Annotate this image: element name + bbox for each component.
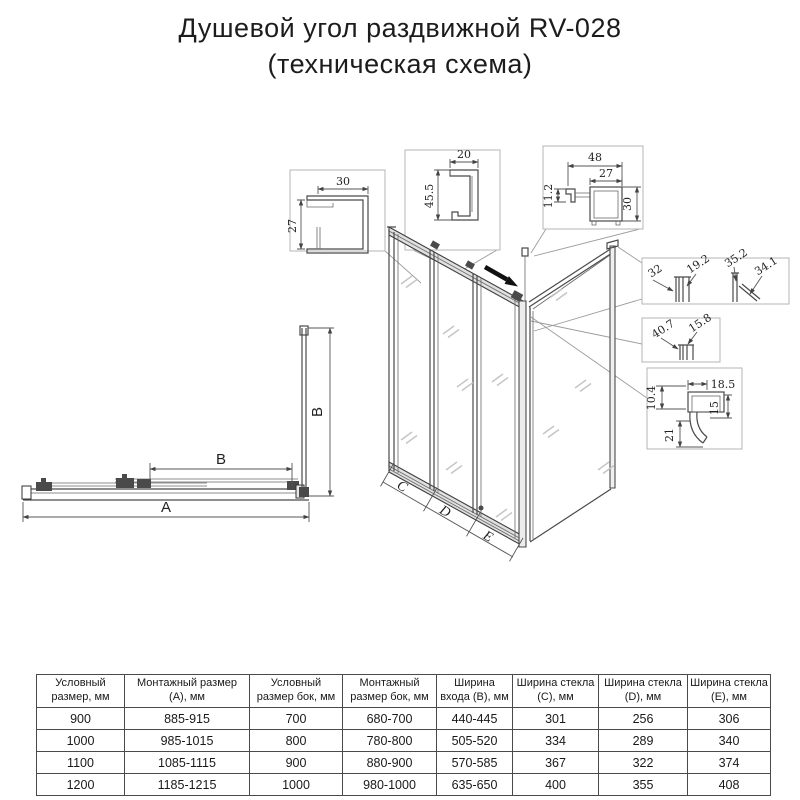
glass-sparkles: [401, 276, 614, 521]
cell: 289: [599, 730, 688, 752]
dim-top-rail-width: 20: [457, 148, 471, 161]
cell: 408: [688, 774, 771, 796]
cell: 885-915: [125, 708, 250, 730]
side-depth-b-label: B: [309, 406, 326, 418]
corner-post: [519, 301, 526, 547]
wall-profile-cap: [607, 240, 618, 249]
cell: 780-800: [343, 730, 437, 752]
door-mullion-1: [430, 250, 434, 491]
door-bottom-rail: [389, 462, 523, 546]
detail-bottom-guide-profile: [645, 368, 742, 449]
cell: 1200: [37, 774, 125, 796]
cell: 301: [513, 708, 599, 730]
table-row: [37, 730, 771, 752]
cell: 322: [599, 752, 688, 774]
cell: 306: [688, 708, 771, 730]
table-row: [37, 708, 771, 730]
plan-roller-2: [116, 478, 134, 488]
cell: 256: [599, 708, 688, 730]
corner-cap: [522, 248, 528, 256]
side-panel: [522, 240, 618, 542]
dim-side-bar-height: 30: [621, 197, 634, 211]
dim-corner-a: 40.7: [649, 316, 677, 342]
dim-wall-profile-c: 35.2: [722, 245, 750, 271]
header-glass-width-d: Ширина стекла (D), мм: [599, 675, 688, 708]
table-row: [37, 752, 771, 774]
cell: 700: [250, 708, 343, 730]
panel-c-label: C: [393, 478, 410, 496]
cell: 1000: [250, 774, 343, 796]
plan-left-cap: [22, 486, 31, 499]
dim-guide-bottom: 21: [663, 428, 676, 442]
cell: 900: [250, 752, 343, 774]
plan-side-cap: [300, 326, 308, 335]
plan-roller-3: [137, 479, 151, 488]
detail-corner-junction: [642, 311, 720, 362]
table-header-row: [37, 675, 771, 708]
cell: 505-520: [437, 730, 513, 752]
dim-wall-profile-a: 32: [645, 261, 665, 281]
cell: 374: [688, 752, 771, 774]
cell: 1085-1115: [125, 752, 250, 774]
size-spec-table: [36, 674, 771, 796]
cell: 334: [513, 730, 599, 752]
header-mounting-side-size: Монтажный размер бок, мм: [343, 675, 437, 708]
detail-top-rail-profile: [405, 148, 500, 250]
cell: 1000: [37, 730, 125, 752]
wall-profile: [610, 246, 615, 488]
cell: 1185-1215: [125, 774, 250, 796]
cell: 900: [37, 708, 125, 730]
cell: 635-650: [437, 774, 513, 796]
dim-guide-right: 15: [708, 401, 721, 415]
dim-top-rail-height: 45.5: [423, 183, 436, 209]
dim-side-bar-clip: 11.2: [542, 183, 555, 209]
door-mullion-2: [473, 274, 477, 515]
cell: 367: [513, 752, 599, 774]
cell: 400: [513, 774, 599, 796]
cell: 1100: [37, 752, 125, 774]
plan-corner-bracket: [299, 487, 309, 497]
dim-guide-top: 18.5: [710, 378, 736, 391]
table-row: [37, 774, 771, 796]
cell: 980-1000: [343, 774, 437, 796]
dim-side-bar-depth: 48: [588, 151, 602, 164]
cell: 800: [250, 730, 343, 752]
roller-1: [430, 240, 440, 249]
panel-e-label: E: [480, 528, 496, 546]
cell: 985-1015: [125, 730, 250, 752]
plan-view: [22, 326, 334, 522]
dim-side-bar-inner: 27: [599, 167, 613, 180]
cell: 880-900: [343, 752, 437, 774]
detail-side-top-bar-profile: [542, 146, 643, 229]
main-3d-view: [381, 227, 619, 561]
detail-wall-profiles: [642, 246, 789, 304]
dim-corner-b: 15.8: [686, 310, 714, 336]
header-glass-width-e: Ширина стекла (E), мм: [688, 675, 771, 708]
dim-wall-profile-d: 34.1: [752, 253, 780, 279]
header-mounting-size-a: Монтажный размер (А), мм: [125, 675, 250, 708]
cell: 680-700: [343, 708, 437, 730]
dim-bottom-rail-width: 30: [336, 175, 350, 188]
cell: 440-445: [437, 708, 513, 730]
title-line-1: Душевой угол раздвижной RV-028: [178, 13, 622, 43]
header-entry-width-b: Ширина входа (B), мм: [437, 675, 513, 708]
dim-guide-left: 10.4: [645, 385, 658, 411]
panel-d-label: D: [436, 502, 453, 521]
cell: 355: [599, 774, 688, 796]
door-knob: [479, 506, 484, 511]
dim-wall-profile-b: 19.2: [684, 251, 712, 277]
title-line-2: (техническая схема): [267, 49, 533, 79]
cell: 340: [688, 730, 771, 752]
header-glass-width-c: Ширина стекла (C), мм: [513, 675, 599, 708]
header-nominal-size: Условный размер, мм: [37, 675, 125, 708]
detail-bottom-rail-profile: [286, 170, 385, 253]
cell: 570-585: [437, 752, 513, 774]
entry-width-b-label: B: [215, 451, 227, 468]
plan-roller-1: [36, 482, 52, 491]
dim-bottom-rail-height: 27: [286, 219, 299, 233]
overall-width-a-label: A: [160, 499, 172, 516]
header-nominal-side-size: Условный размер бок, мм: [250, 675, 343, 708]
